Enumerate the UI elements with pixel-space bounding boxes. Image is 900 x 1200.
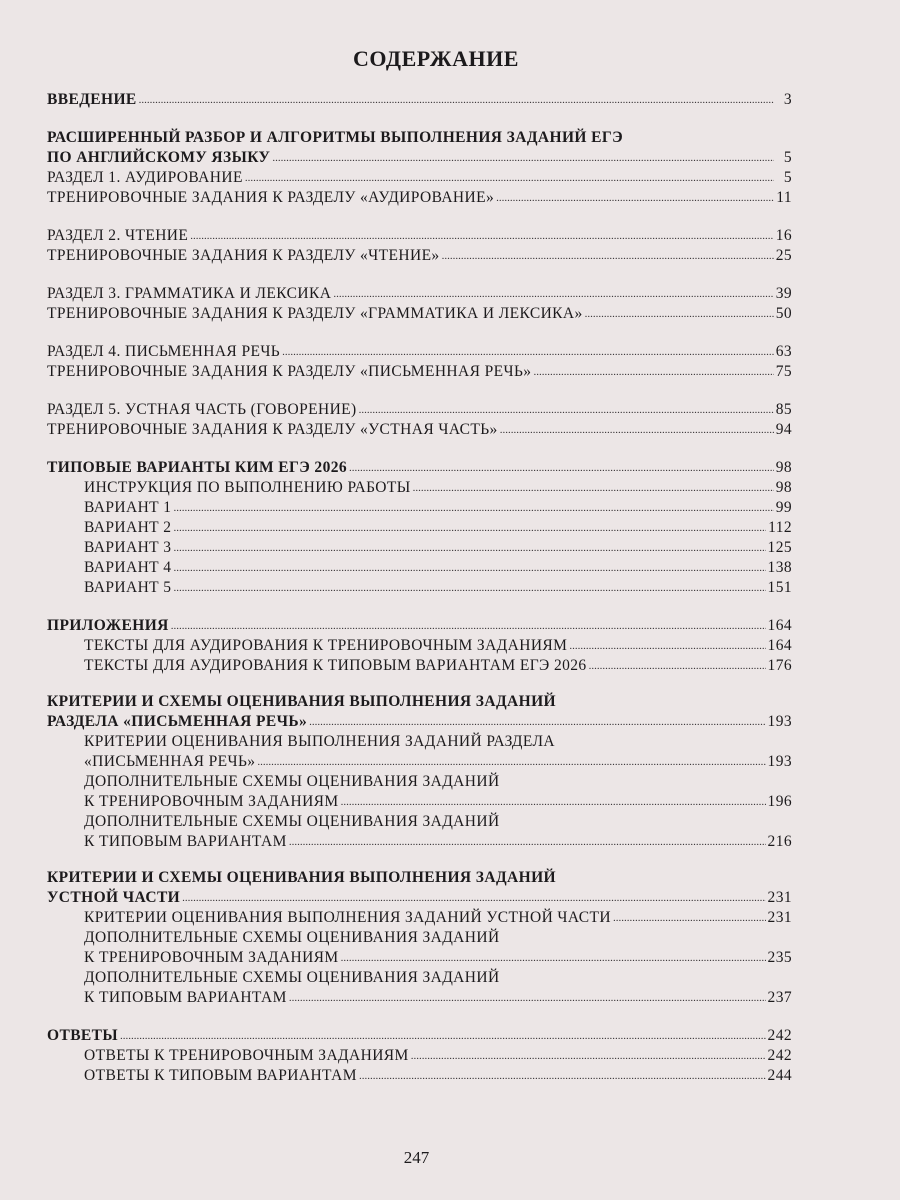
toc-heading-variants bbox=[47, 458, 792, 478]
dot-leader bbox=[413, 478, 774, 498]
toc-entry bbox=[47, 284, 792, 304]
toc-entry-text: РАЗДЕЛ 4. ПИСЬМЕННАЯ РЕЧЬ bbox=[47, 343, 281, 360]
dot-leader bbox=[359, 1066, 766, 1086]
toc-entry bbox=[47, 342, 792, 362]
dot-leader bbox=[411, 1046, 766, 1066]
toc-entry bbox=[47, 636, 792, 656]
dot-leader bbox=[173, 518, 766, 538]
toc-entry-line2 bbox=[47, 948, 792, 968]
toc-entry-page: 242 bbox=[767, 1027, 792, 1044]
toc-entry-text: ВАРИАНТ 2 bbox=[84, 519, 172, 536]
dot-leader bbox=[589, 656, 766, 676]
toc-entry-page: 193 bbox=[767, 713, 792, 730]
toc-entry-line2 bbox=[47, 752, 792, 772]
toc-entry-text: ТЕКСТЫ ДЛЯ АУДИРОВАНИЯ К ТРЕНИРОВОЧНЫМ ЗАДАНИЯМ bbox=[84, 637, 568, 654]
toc-entry-text: ДОПОЛНИТЕЛЬНЫЕ СХЕМЫ ОЦЕНИВАНИЯ ЗАДАНИЙ bbox=[84, 773, 500, 790]
toc-entry-text: ТРЕНИРОВОЧНЫЕ ЗАДАНИЯ К РАЗДЕЛУ «ПИСЬМЕННАЯ РЕЧЬ» bbox=[47, 363, 532, 380]
toc-entry bbox=[47, 246, 792, 266]
toc-entry bbox=[47, 420, 792, 440]
toc-entry-page: 75 bbox=[775, 363, 792, 380]
dot-leader bbox=[496, 188, 774, 208]
dot-leader bbox=[585, 304, 774, 324]
toc-entry-text: К ТИПОВЫМ ВАРИАНТАМ bbox=[84, 833, 287, 850]
toc-entry bbox=[47, 498, 792, 518]
toc-entry-text: ВВЕДЕНИЕ bbox=[47, 91, 137, 108]
toc-entry bbox=[47, 518, 792, 538]
toc-entry-text: ТРЕНИРОВОЧНЫЕ ЗАДАНИЯ К РАЗДЕЛУ «ЧТЕНИЕ» bbox=[47, 247, 440, 264]
toc-entry-line2 bbox=[47, 792, 792, 812]
toc-heading-appendix bbox=[47, 616, 792, 636]
toc-entry bbox=[47, 400, 792, 420]
toc-entry-text: ТРЕНИРОВОЧНЫЕ ЗАДАНИЯ К РАЗДЕЛУ «ГРАММАТИКА И ЛЕКСИКА» bbox=[47, 305, 583, 322]
toc-heading-text: ПО АНГЛИЙСКОМУ ЯЗЫКУ bbox=[47, 149, 271, 166]
toc-entry-text: ТРЕНИРОВОЧНЫЕ ЗАДАНИЯ К РАЗДЕЛУ «УСТНАЯ ЧАСТЬ» bbox=[47, 421, 498, 438]
toc-entry bbox=[47, 226, 792, 246]
toc-entry bbox=[47, 1066, 792, 1086]
toc-entry-text: К ТРЕНИРОВОЧНЫМ ЗАДАНИЯМ bbox=[84, 793, 339, 810]
toc-entry-page: 85 bbox=[775, 401, 792, 418]
toc-entry-page: 63 bbox=[775, 343, 792, 360]
toc-entry-page: 164 bbox=[767, 617, 792, 634]
dot-leader bbox=[120, 1026, 766, 1046]
toc-entry-text: ОТВЕТЫ К ТРЕНИРОВОЧНЫМ ЗАДАНИЯМ bbox=[84, 1047, 409, 1064]
toc-entry bbox=[47, 478, 792, 498]
toc-heading-text: РАСШИРЕННЫЙ РАЗБОР И АЛГОРИТМЫ ВЫПОЛНЕНИЯ ЗАДАНИЙ ЕГЭ bbox=[47, 129, 624, 146]
toc-entry-page: 125 bbox=[767, 539, 792, 556]
dot-leader bbox=[272, 148, 774, 168]
toc-entry-page: 16 bbox=[775, 227, 792, 244]
toc-entry-page: 98 bbox=[775, 459, 792, 476]
toc-heading-analysis-line1 bbox=[47, 128, 792, 148]
toc-entry-page: 242 bbox=[767, 1047, 792, 1064]
toc-entry bbox=[47, 578, 792, 598]
toc-entry-page: 196 bbox=[767, 793, 792, 810]
toc-entry-text: РАЗДЕЛ 5. УСТНАЯ ЧАСТЬ (ГОВОРЕНИЕ) bbox=[47, 401, 357, 418]
dot-leader bbox=[341, 948, 766, 968]
dot-leader bbox=[359, 400, 774, 420]
toc-entry-text: ВАРИАНТ 1 bbox=[84, 499, 172, 516]
toc-entry-page: 216 bbox=[767, 833, 792, 850]
toc-entry-page: 244 bbox=[767, 1067, 792, 1084]
dot-leader bbox=[569, 636, 765, 656]
dot-leader bbox=[139, 90, 774, 110]
toc-entry-page: 235 bbox=[767, 949, 792, 966]
toc-heading-text: КРИТЕРИИ И СХЕМЫ ОЦЕНИВАНИЯ ВЫПОЛНЕНИЯ ЗАДАНИЙ bbox=[47, 693, 557, 710]
dot-leader bbox=[190, 226, 773, 246]
toc-entry-page: 112 bbox=[768, 519, 792, 536]
toc-entry bbox=[47, 656, 792, 676]
toc-entry-page: 164 bbox=[767, 637, 792, 654]
dot-leader bbox=[173, 578, 765, 598]
toc-entry-text: ВАРИАНТ 5 bbox=[84, 579, 172, 596]
toc-entry-text: КРИТЕРИИ ОЦЕНИВАНИЯ ВЫПОЛНЕНИЯ ЗАДАНИЙ УСТНОЙ ЧАСТИ bbox=[84, 909, 611, 926]
toc-entry bbox=[47, 908, 792, 928]
dot-leader bbox=[442, 246, 774, 266]
toc-entry-intro bbox=[47, 90, 792, 110]
dot-leader bbox=[533, 362, 773, 382]
toc-heading-oral-criteria-line2 bbox=[47, 888, 792, 908]
toc-entry-text: ДОПОЛНИТЕЛЬНЫЕ СХЕМЫ ОЦЕНИВАНИЯ ЗАДАНИЙ bbox=[84, 969, 500, 986]
toc-entry-page: 98 bbox=[775, 479, 792, 496]
toc-entry-text: ВАРИАНТ 4 bbox=[84, 559, 172, 576]
toc-entry bbox=[47, 188, 792, 208]
dot-leader bbox=[257, 752, 765, 772]
toc-entry-page: 237 bbox=[767, 989, 792, 1006]
toc-entry-text: РАЗДЕЛ 1. АУДИРОВАНИЕ bbox=[47, 169, 243, 186]
toc-heading-text: КРИТЕРИИ И СХЕМЫ ОЦЕНИВАНИЯ ВЫПОЛНЕНИЯ ЗАДАНИЙ bbox=[47, 869, 557, 886]
dot-leader bbox=[613, 908, 766, 928]
toc-entry-page: 176 bbox=[767, 657, 792, 674]
toc-entry-line1 bbox=[47, 812, 792, 832]
toc-entry-page: 11 bbox=[776, 189, 792, 206]
toc-entry bbox=[47, 362, 792, 382]
dot-leader bbox=[245, 168, 774, 188]
dot-leader bbox=[333, 284, 773, 304]
toc-entry-text: КРИТЕРИИ ОЦЕНИВАНИЯ ВЫПОЛНЕНИЯ ЗАДАНИЙ РАЗДЕЛА bbox=[84, 733, 556, 750]
toc-entry-page: 231 bbox=[767, 889, 792, 906]
dot-leader bbox=[349, 458, 774, 478]
toc-entry-text: ДОПОЛНИТЕЛЬНЫЕ СХЕМЫ ОЦЕНИВАНИЯ ЗАДАНИЙ bbox=[84, 929, 500, 946]
dot-leader bbox=[173, 538, 765, 558]
toc-heading-writing-criteria-line2 bbox=[47, 712, 792, 732]
toc-entry-text: РАЗДЕЛ 2. ЧТЕНИЕ bbox=[47, 227, 189, 244]
toc-entry-line2 bbox=[47, 988, 792, 1008]
toc-entry-text: ТРЕНИРОВОЧНЫЕ ЗАДАНИЯ К РАЗДЕЛУ «АУДИРОВАНИЕ» bbox=[47, 189, 495, 206]
toc-entry-line2 bbox=[47, 832, 792, 852]
toc-entry bbox=[47, 558, 792, 578]
toc-heading-answers bbox=[47, 1026, 792, 1046]
toc-entry-text: ДОПОЛНИТЕЛЬНЫЕ СХЕМЫ ОЦЕНИВАНИЯ ЗАДАНИЙ bbox=[84, 813, 500, 830]
dot-leader bbox=[171, 616, 766, 636]
dot-leader bbox=[500, 420, 774, 440]
toc-entry-line1 bbox=[47, 968, 792, 988]
toc-entry-line1 bbox=[47, 928, 792, 948]
dot-leader bbox=[341, 792, 766, 812]
toc-entry-page: 50 bbox=[775, 305, 792, 322]
toc-entry-page: 3 bbox=[783, 91, 792, 108]
toc-entry-page: 5 bbox=[783, 169, 792, 186]
toc-entry bbox=[47, 538, 792, 558]
toc-heading-text: ПРИЛОЖЕНИЯ bbox=[47, 617, 169, 634]
toc-entry-text: ВАРИАНТ 3 bbox=[84, 539, 172, 556]
toc-heading-text: ТИПОВЫЕ ВАРИАНТЫ КИМ ЕГЭ 2026 bbox=[47, 459, 348, 476]
toc-entry-text: «ПИСЬМЕННАЯ РЕЧЬ» bbox=[84, 753, 256, 770]
toc-entry bbox=[47, 168, 792, 188]
toc-heading-analysis-line2 bbox=[47, 148, 792, 168]
toc-heading-text: УСТНОЙ ЧАСТИ bbox=[47, 889, 181, 906]
dot-leader bbox=[282, 342, 774, 362]
toc-entry-text: К ТРЕНИРОВОЧНЫМ ЗАДАНИЯМ bbox=[84, 949, 339, 966]
dot-leader bbox=[173, 498, 773, 518]
toc-entry-text: К ТИПОВЫМ ВАРИАНТАМ bbox=[84, 989, 287, 1006]
toc-heading-text: РАЗДЕЛА «ПИСЬМЕННАЯ РЕЧЬ» bbox=[47, 713, 308, 730]
toc-heading-text: ОТВЕТЫ bbox=[47, 1027, 119, 1044]
toc-entry-page: 25 bbox=[775, 247, 792, 264]
page-number: 247 bbox=[403, 1148, 430, 1167]
dot-leader bbox=[182, 888, 765, 908]
dot-leader bbox=[289, 832, 766, 852]
toc-entry-page: 231 bbox=[767, 909, 792, 926]
toc-entry-text: ТЕКСТЫ ДЛЯ АУДИРОВАНИЯ К ТИПОВЫМ ВАРИАНТАМ ЕГЭ 2026 bbox=[84, 657, 587, 674]
dot-leader bbox=[289, 988, 766, 1008]
toc-entry-line1 bbox=[47, 772, 792, 792]
toc-entry-page: 138 bbox=[767, 559, 792, 576]
toc-entry bbox=[47, 304, 792, 324]
toc-entry-page: 99 bbox=[775, 499, 792, 516]
toc-heading-writing-criteria-line1 bbox=[47, 692, 792, 712]
table-of-contents bbox=[47, 90, 792, 1086]
toc-heading-oral-criteria-line1 bbox=[47, 868, 792, 888]
toc-entry-page: 5 bbox=[783, 149, 792, 166]
dot-leader bbox=[173, 558, 765, 578]
toc-entry-page: 151 bbox=[767, 579, 792, 596]
toc-entry-line1 bbox=[47, 732, 792, 752]
toc-entry-text: ИНСТРУКЦИЯ ПО ВЫПОЛНЕНИЮ РАБОТЫ bbox=[84, 479, 411, 496]
toc-entry-page: 94 bbox=[775, 421, 792, 438]
toc-entry-text: РАЗДЕЛ 3. ГРАММАТИКА И ЛЕКСИКА bbox=[47, 285, 332, 302]
toc-entry bbox=[47, 1046, 792, 1066]
dot-leader bbox=[309, 712, 765, 732]
page-title: СОДЕРЖАНИЕ bbox=[353, 46, 519, 71]
toc-entry-text: ОТВЕТЫ К ТИПОВЫМ ВАРИАНТАМ bbox=[84, 1067, 357, 1084]
toc-entry-page: 39 bbox=[775, 285, 792, 302]
toc-entry-page: 193 bbox=[767, 753, 792, 770]
